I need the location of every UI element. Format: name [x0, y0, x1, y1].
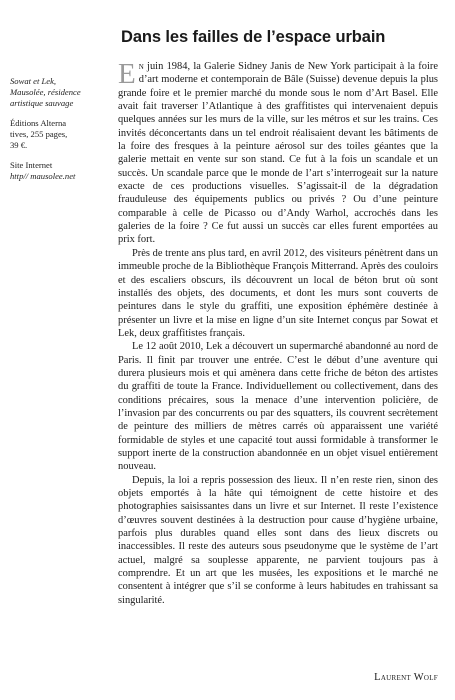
publisher-info: [10, 118, 110, 151]
website-url[interactable]: http// mausolee.net: [10, 171, 76, 181]
book-reference-line: artistique sauvage: [10, 98, 74, 108]
book-reference-line: Sowat et Lek,: [10, 76, 57, 86]
book-reference-sidebar: [10, 76, 110, 182]
publisher-line: 39 €.: [10, 140, 28, 150]
paragraph-1: [118, 60, 438, 247]
paragraph-1-text: juin 1984, la Galerie Sidney Janis de New York participait à la foire d’art moderne et contemporain de Bâle (Suisse) devenue depuis la plus grande foire et le premier marché du monde sous le nom d’Art Basel. Elle avait fait traverser l’Atlantique à des graffitistes qui intervenaient depuis quelques années sur les murs de la ville, sur les métros et sur les trains. Ces invités déconcertants dans un tel endroit réalisaient devant les bâtiments de la foire des fresques à la peinture aérosol sur des toiles géantes que la galerie mettait en vente sur son stand. Ce fut à la fois un scandale et un succès. Un scandale parce que le monde de l’art s’interrogeait sur la nature exacte de ces productions visuelles. S’agissait-il de la dégradation frauduleuse des équipements publics ou privés ? Ou d’une peinture comparable à celle de Picasso ou d’Andy Warhol, accrochés dans les galeries de la foire ? Ce fut aussi un succès car elles furent emportées au prix fort.: [118, 61, 438, 246]
article-title: Dans les failles de l’espace urbain: [121, 28, 386, 47]
publisher-line: Éditions Alterna: [10, 118, 67, 128]
publisher-line: tives, 255 pages,: [10, 129, 68, 139]
author-signature: Laurent Wolf: [374, 672, 438, 683]
paragraph-3: Le 12 août 2010, Lek a découvert un supermarché abandonné au nord de Paris. Il finit par trouver une entrée. C’est le début d’une aventure qui durera plusieurs mois et qui amènera dans cette friche de béton des artistes du graffiti de toute la France. Individuellement ou collectivement, dans des conditions précaires, sous la menace d’une intervention policière, de l’invasion par des concurrents ou par des squatters, ils couvrent secrètement de peinture des milliers de mètres carrés où apparaissent une variété formidable de styles et une capacité tout aussi formidable à transformer le support inerte de la construction abandonnée en un objet visuel entièrement nouveau.: [118, 341, 438, 473]
lead-in: n: [138, 61, 144, 72]
book-reference-line: Mausolée, résidence: [10, 87, 81, 97]
drop-cap: E: [118, 58, 136, 90]
book-reference: [10, 76, 110, 109]
website-label: Site Internet: [10, 160, 53, 170]
article-body: [118, 60, 438, 607]
website-info: [10, 160, 110, 182]
paragraph-4: Depuis, la loi a repris possession des lieux. Il n’en reste rien, sinon des objets emportés à la hâte qui témoignent de cette histoire et des photographies saisissantes dans un livre et sur Internet. Il reste l’existence d’œuvres souvent destinées à la destruction pour cause d’hygiène urbaine, parfois plus durables quand elles sont dans des lieux discrets ou inaccessibles. Il reste des auteurs sous pseudonyme que le système de l’art actuel, malgré sa souplesse apparente, ne parvient toujours pas à comprendre. Et un art que les musées, les expositions et le marché ne consentent à intégrer que s’il se conforme à leurs habitudes en trahissant sa singularité.: [118, 474, 438, 606]
paragraph-2: Près de trente ans plus tard, en avril 2012, des visiteurs pénètrent dans un immeuble proche de la Bibliothèque François Mitterrand. Après des couloirs et des escaliers obscurs, ils découvrent un local de béton brut où sont installés des objets, des documents, et dont les murs sont couverts de peintures dans le style du graffiti, une exposition éphémère destinée à présenter un livre et la mise en ligne d’un site Internet conçus par Sowat et Lek, deux graffitistes français.: [118, 247, 439, 339]
